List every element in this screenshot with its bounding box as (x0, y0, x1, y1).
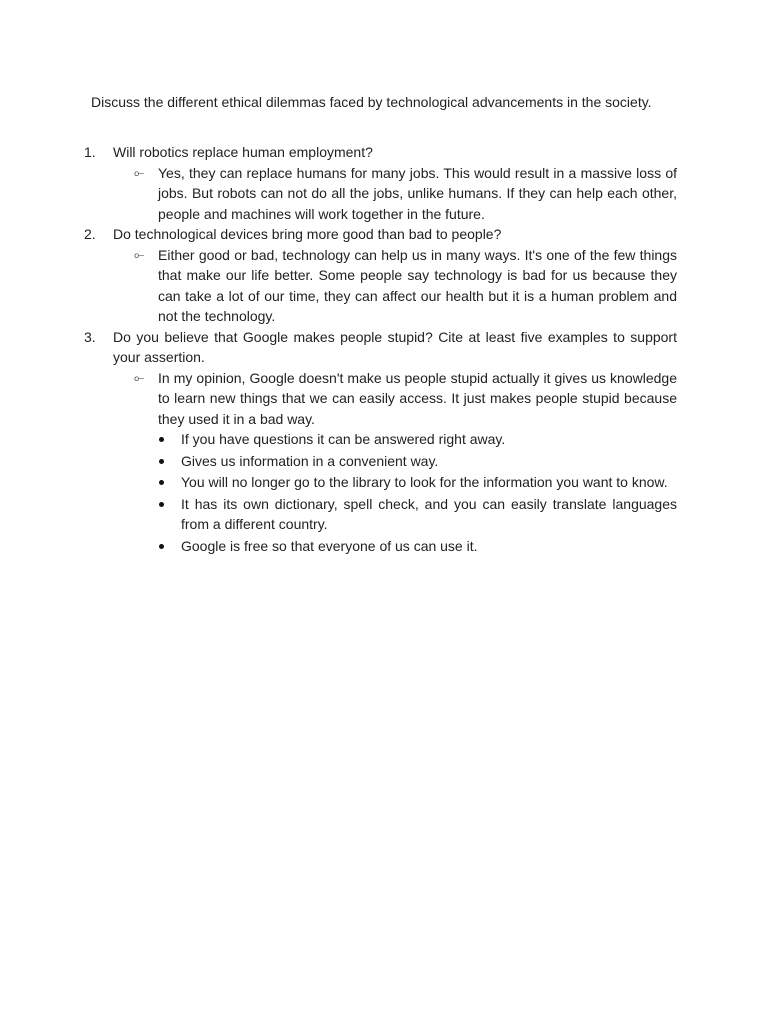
question-text: Do technological devices bring more good than bad to people? (113, 226, 502, 242)
question-item (0, 327, 768, 557)
list-item-text: Gives us information in a convenient way. (181, 452, 439, 469)
answer-content: Yes, they can replace humans for many jobs. This would result in a massive loss of jobs. But robots can not do all the jobs, unlike humans. If they can help each other, people and machines will work together in the future. (158, 164, 677, 222)
list-item (181, 429, 677, 450)
answer-text (134, 245, 677, 327)
arrow-bullet-icon: ⟜ (134, 369, 145, 385)
bullet-dot-icon (159, 459, 164, 464)
assignment-prompt: Discuss the different ethical dilemmas faced by technological advancements in the society. (91, 94, 652, 110)
arrow-bullet-icon: ⟜ (134, 246, 145, 262)
example-list (0, 429, 768, 556)
question-number: 2. (84, 226, 96, 242)
answer-text (134, 163, 677, 225)
answer-text (134, 368, 677, 430)
answer-content: Either good or bad, technology can help us in many ways. It's one of the few things that make our life better. Some people say technology is bad for us because they can take a lot of our time, they can affect our health but it is a human problem and not the technology. (158, 246, 677, 324)
question-number: 3. (84, 328, 96, 345)
arrow-bullet-icon: ⟜ (134, 164, 145, 180)
question-item (0, 224, 768, 327)
list-item (181, 451, 677, 472)
question-list (0, 142, 768, 557)
question-item (0, 142, 768, 224)
bullet-dot-icon (159, 502, 164, 507)
list-item-text: It has its own dictionary, spell check, and you can easily translate languages from a different country. (181, 495, 677, 532)
question-number: 1. (84, 144, 96, 160)
list-item (181, 536, 677, 557)
list-item-text: Google is free so that everyone of us can use it. (181, 537, 478, 554)
list-item (181, 494, 677, 535)
answer-content: In my opinion, Google doesn't make us people stupid actually it gives us knowledge to learn new things that we can easily access. It just makes people stupid because they used it in a bad way. (158, 369, 677, 427)
bullet-dot-icon (159, 544, 164, 549)
question-text: Will robotics replace human employment? (113, 144, 373, 160)
list-item-text: If you have questions it can be answered right away. (181, 431, 506, 447)
list-item-text: You will no longer go to the library to look for the information you want to know. (181, 474, 668, 490)
list-item (181, 472, 677, 493)
question-text: Do you believe that Google makes people stupid? Cite at least five examples to support your assertion. (113, 328, 677, 365)
bullet-dot-icon (159, 437, 164, 442)
bullet-dot-icon (159, 480, 164, 485)
